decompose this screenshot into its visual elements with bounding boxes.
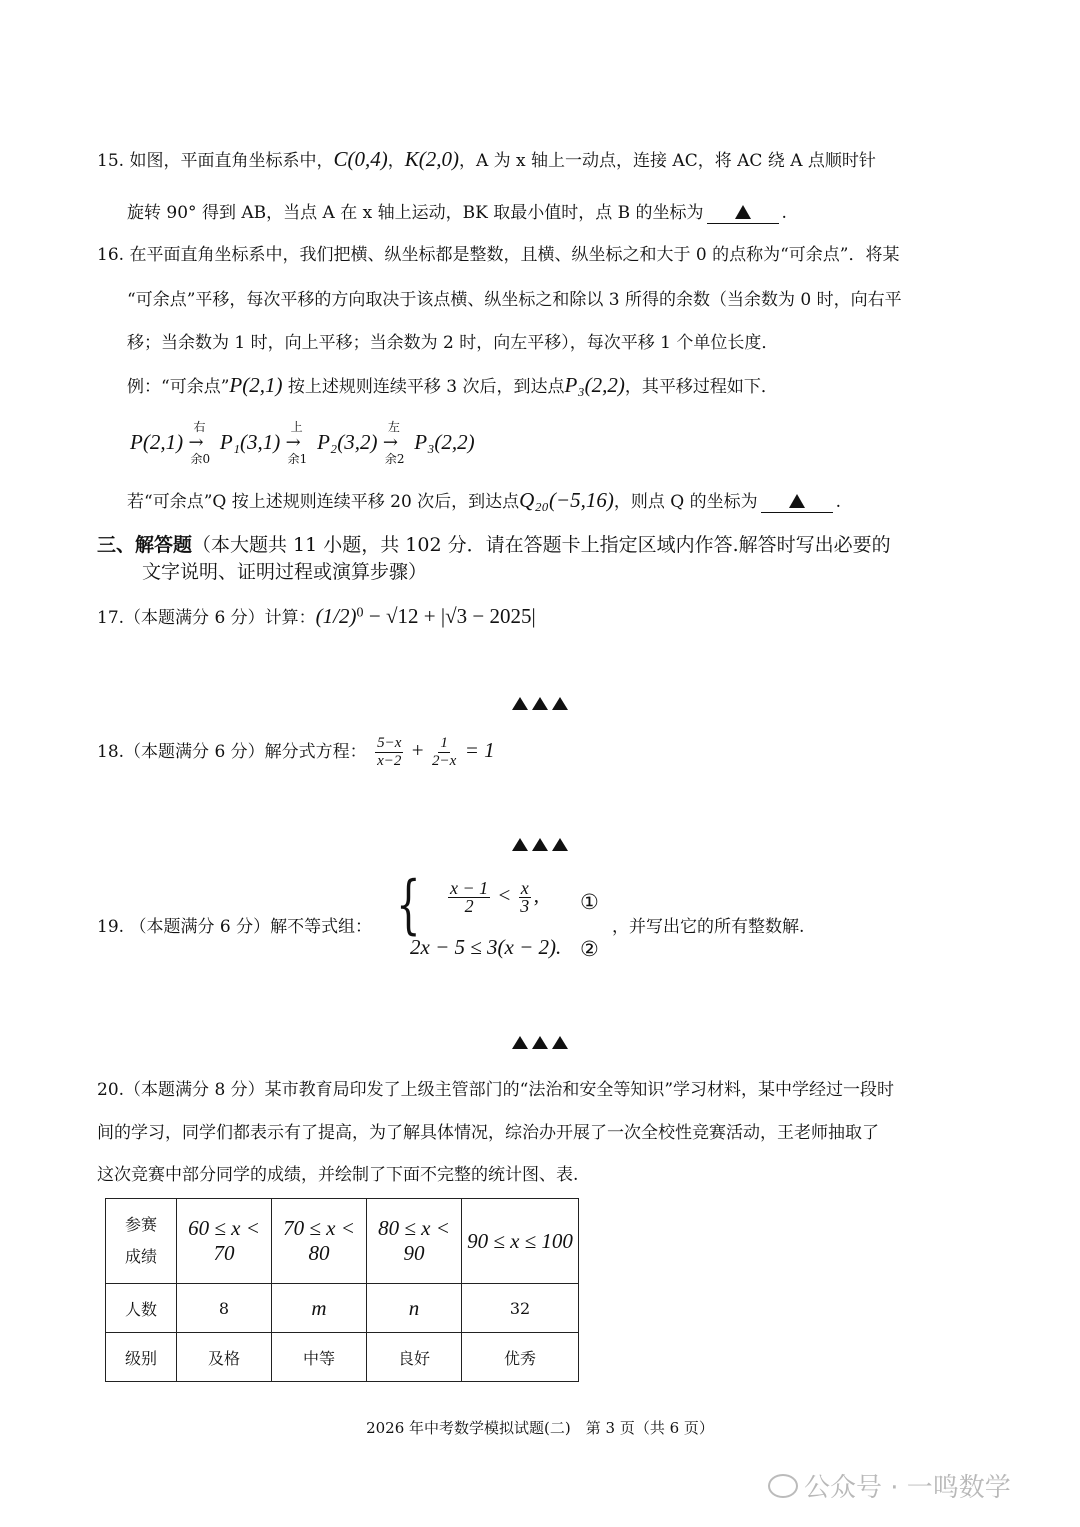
page-footer: 2026 年中考数学模拟试题(二) 第 3 页（共 6 页） [366,1419,714,1437]
table-header-cell: 90 ≤ x ≤ 100 [462,1199,579,1284]
q16-line3 [127,328,1080,353]
section-title: 三、解答题 [97,534,193,556]
triangle-icon [512,697,528,710]
q18 [97,735,1080,770]
triangle-icon [532,1036,548,1049]
table-cell: 8 [177,1284,272,1333]
chain-p3: P₃(2,2) [414,430,475,454]
wechat-icon [768,1474,798,1498]
q17-base: (1/2) [315,604,357,628]
arrow-up-icon: 上 → 余1 [285,419,308,466]
example-text: 按上述规则连续平移 3 次后，到达点 [287,377,565,397]
q16-last [127,487,1080,513]
q20-text-3: 这次竞赛中部分同学的成绩，并绘制了下面不完整的统计图、表. [97,1165,579,1185]
point-p: P(2,1) [229,373,283,397]
table-cell: 32 [462,1284,579,1333]
q16-example [127,372,1080,398]
numerator: x − 1 [450,878,489,898]
triangle-icon [532,838,548,851]
table-cell: m [272,1284,367,1333]
q16-line1 [97,240,1080,265]
brace-icon: { [396,868,421,942]
q20-line2 [97,1118,1080,1143]
q17-label: 17.（本题满分 6 分）计算： [97,608,316,628]
section-desc: （本大题共 11 小题，共 102 分．请在答题卡上指定区域内作答.解答时写出必要的 [192,534,891,556]
arrow-bottom-label: 余1 [287,451,308,466]
fraction-2 [432,735,456,770]
q15-text: 如图，平面直角坐标系中， [129,151,334,171]
answer-space-marker [512,1036,572,1049]
header-text: 参赛 [124,1215,157,1234]
q19-tail-line [612,912,1080,937]
example-label: 例：“可余点” [127,377,230,397]
q15-text-2: 旋转 90° 得到 AB，当点 A 在 x 轴上运动，BK 取最小值时，点 B 的坐标为 [127,203,704,223]
triangle-icon [512,838,528,851]
triangle-icon [789,494,805,508]
arrow-bottom-label: 余0 [190,451,211,466]
q17-exponent: 0 [356,605,364,621]
answer-space-marker [512,838,572,851]
q16-last-text: 若“可余点”Q 按上述规则连续平移 20 次后，到达点 [127,492,520,512]
section-3-desc2 [142,557,1080,584]
chain-p1: P₁(3,1) [219,430,281,454]
arrow-bottom-label: 余2 [384,451,405,466]
chain-p2: P₂(3,2) [317,430,378,454]
triangle-icon [552,838,568,851]
numerator: x [520,878,529,898]
ineq2-expression: 2x − 5 ≤ 3(x − 2). [410,935,562,959]
table-cell: 级别 [106,1333,177,1382]
point-p3: P₃(2,2) [564,373,625,397]
less-than: < [498,883,511,907]
comma: , [533,883,540,907]
plus-sign: + [411,738,424,762]
table-header-cell: 60 ≤ x < 70 [177,1199,272,1284]
circled-two: ② [580,937,599,961]
triangle-icon [552,697,568,710]
table-header-cell [106,1199,177,1284]
table-row [106,1284,579,1333]
numerator: 5−x [377,735,402,751]
arrow-top-label: 左 [387,419,400,434]
circle-2 [580,937,1080,962]
triangle-icon [735,205,751,219]
table-row [106,1199,579,1284]
point-q20: Q₂₀(−5,16) [519,488,614,512]
table-header-cell: 70 ≤ x < 80 [272,1199,367,1284]
q18-label: 18.（本题满分 6 分）解分式方程： [97,742,367,762]
q19-label: 19. （本题满分 6 分）解不等式组： [97,917,373,937]
q16-line2 [127,285,1080,310]
q19-tail: ，并写出它的所有整数解. [612,917,805,937]
table-cell: 良好 [367,1333,462,1382]
denominator: 3 [520,896,530,916]
point-c: C(0,4) [333,147,388,171]
arrow-right-icon: 右 → 余0 [188,419,211,466]
period: . [781,203,787,223]
denominator: 2−x [432,753,457,769]
circled-one: ① [580,890,599,914]
ineq1-frac-left [448,880,490,915]
table-cell: 及格 [177,1333,272,1382]
q20-text-1: 20.（本题满分 8 分）某市教育局印发了上级主管部门的“法治和安全等知识”学习材料，某中学经过一段时 [97,1080,895,1100]
chain-p0: P(2,1) [130,430,184,454]
q15-text-b: A 为 x 轴上一动点，连接 AC，将 AC 绕 A 点顺时针 [475,151,876,171]
question-number: 15. [97,151,125,171]
point-k: K(2,0) [404,147,459,171]
denominator: 2 [464,896,474,916]
section-3-header [97,530,1080,557]
table-cell: 人数 [106,1284,177,1333]
fraction-1 [375,735,403,770]
q16-text-2: “可余点”平移，每次平移的方向取决于该点横、纵坐标之和除以 3 所得的余数（当余数为 0 时，向右平 [127,290,902,310]
answer-blank [761,492,833,513]
question-number: 16. [97,245,125,265]
answer-space-marker [512,697,572,710]
triangle-icon [532,697,548,710]
rhs: = 1 [464,738,495,762]
q15-line2 [127,198,1080,224]
q16-last-text-b: ，则点 Q 的坐标为 [613,492,758,512]
arrow-top-label: 上 [290,419,303,434]
q15-line1: 15. 如图，平面直角坐标系中，C(0,4)，K(2,0)，A 为 x 轴上一动点，连接 AC，将 AC 绕 A 点顺时针 [97,147,876,171]
triangle-icon [552,1036,568,1049]
arrow-top-label: 右 [193,419,206,434]
q20-line3 [97,1160,1080,1185]
table-cell: 优秀 [462,1333,579,1382]
table-cell: n [367,1284,462,1333]
q20-line1 [97,1075,1080,1100]
score-table [105,1198,579,1382]
numerator: 1 [440,735,448,751]
watermark-text: 公众号 · 一鸣数学 [804,1473,1011,1503]
watermark [768,1467,1011,1504]
section-desc-2: 文字说明、证明过程或演算步骤） [142,561,428,583]
table-header-cell: 80 ≤ x < 90 [367,1199,462,1284]
example-text-end: ，其平移过程如下． [624,377,778,397]
q17-expression: − √12 + |√3 − 2025| [368,604,536,628]
denominator: x−2 [377,753,402,769]
q17 [97,603,1080,629]
ineq1-frac-right [519,880,531,915]
arrow-left-icon: 左 → 余2 [382,419,405,466]
table-cell: 中等 [272,1333,367,1382]
period: . [835,492,842,512]
table-row [106,1333,579,1382]
q16-text-1: 在平面直角坐标系中，我们把横、纵坐标都是整数，且横、纵坐标之和大于 0 的点称为“可余点”．将某 [129,245,900,265]
translation-chain [130,419,1080,466]
answer-blank [707,203,779,224]
header-text: 成绩 [124,1247,157,1266]
triangle-icon [512,1036,528,1049]
q16-text-3: 移；当余数为 1 时，向上平移；当余数为 2 时，向左平移），每次平移 1 个单位长度． [127,333,779,353]
q20-text-2: 间的学习，同学们都表示有了提高，为了解具体情况，综治办开展了一次全校性竞赛活动，王老师抽取了 [97,1123,879,1143]
